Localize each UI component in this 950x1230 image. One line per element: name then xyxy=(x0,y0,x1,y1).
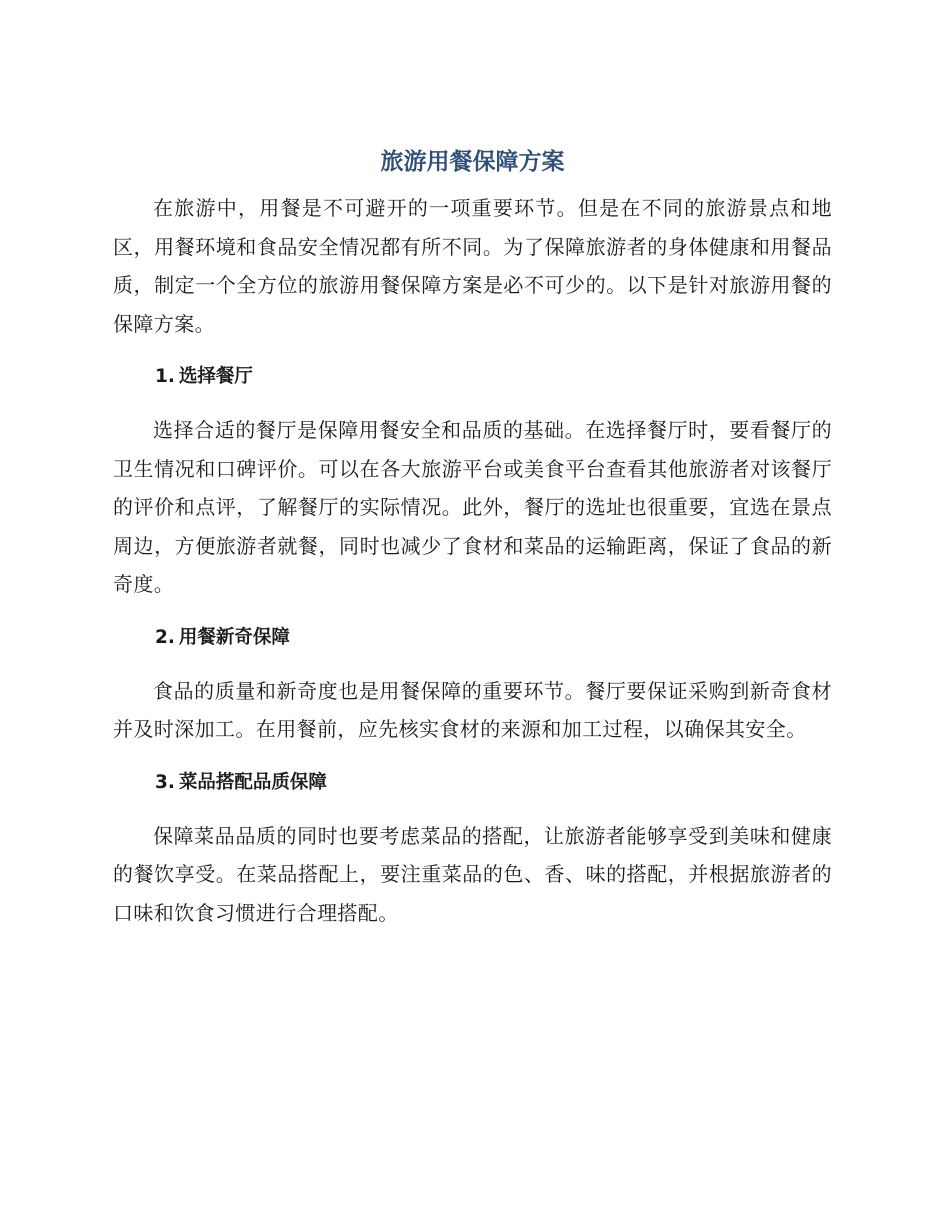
section-heading-text: 菜品搭配品质保障 xyxy=(178,771,327,793)
section-number: 2. xyxy=(155,626,175,648)
section-heading-text: 用餐新奇保障 xyxy=(178,626,290,648)
section-body: 食品的质量和新奇度也是用餐保障的重要环节。餐厅要保证采购到新奇食材并及时深加工。在用餐前，应先核实食材的来源和加工过程，以确保其安全。 xyxy=(113,678,832,741)
section-heading xyxy=(113,624,832,652)
section-heading xyxy=(113,363,832,391)
section-body: 选择合适的餐厅是保障用餐安全和品质的基础。在选择餐厅时，要看餐厅的卫生情况和口碑评价。可以在各大旅游平台或美食平台查看其他旅游者对该餐厅的评价和点评，了解餐厅的实际情况。此外，餐厅的选址也很重要，宜选在景点周边，方便旅游者就餐，同时也减少了食材和菜品的运输距离，保证了食品的新奇度。 xyxy=(113,418,832,596)
intro-paragraph: 在旅游中，用餐是不可避开的一项重要环节。但是在不同的旅游景点和地区，用餐环境和食品安全情况都有所不同。为了保障旅游者的身体健康和用餐品质，制定一个全方位的旅游用餐保障方案是必不可少的。以下是针对旅游用餐的保障方案。 xyxy=(113,196,832,336)
section-1 xyxy=(113,363,832,604)
section-body: 保障菜品品质的同时也要考虑菜品的搭配，让旅游者能够享受到美味和健康的餐饮享受。在菜品搭配上，要注重菜品的色、香、味的搭配，并根据旅游者的口味和饮食习惯进行合理搭配。 xyxy=(113,823,832,925)
section-heading xyxy=(113,769,832,797)
section-2 xyxy=(113,624,832,749)
section-heading-text: 选择餐厅 xyxy=(178,366,253,387)
document-title: 旅游用餐保障方案 xyxy=(380,149,565,175)
section-number: 3. xyxy=(155,771,175,793)
section-number: 1. xyxy=(155,366,175,387)
section-3 xyxy=(113,769,832,933)
